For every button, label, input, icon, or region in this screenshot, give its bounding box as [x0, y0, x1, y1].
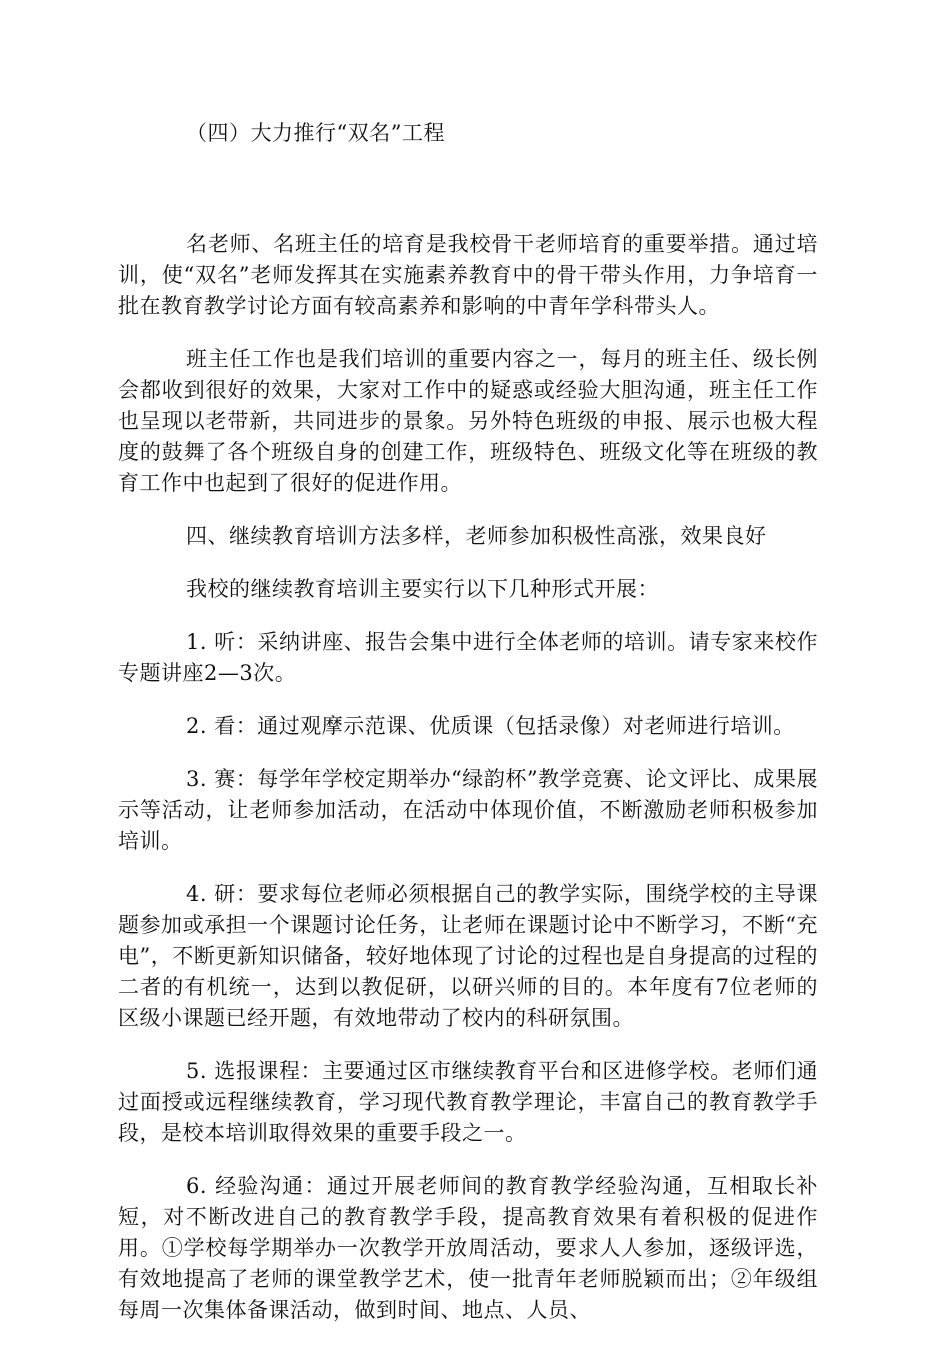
document-body: [118, 118, 818, 1348]
paragraph-item-compete: 3. 赛：每学年学校定期举办“绿韵杯”教学竞赛、论文评比、成果展示等活动，让老师参加活动，在活动中体现价值，不断激励老师积极参加培训。: [118, 767, 818, 853]
paragraph-item-watch: 2. 看：通过观摩示范课、优质课（包括录像）对老师进行培训。: [186, 714, 795, 738]
paragraph-item-experience: 6. 经验沟通：通过开展老师间的教育教学经验沟通，互相取长补短，对不断改进自己的教育教学手段，提高教育效果有着积极的促进作用。①学校每学期举办一次教学开放周活动，要求人人参加，逐级评选，有效地提高了老师的课堂教学艺术，使一批青年老师脱颖而出；②年级组每周一次集体备课活动，做到时间、地点、人员、: [118, 1174, 818, 1322]
paragraph-item-research: 4. 研：要求每位老师必须根据自己的教学实际，围绕学校的主导课题参加或承担一个课题讨论任务，让老师在课题讨论中不断学习，不断“充电”，不断更新知识储备，较好地体现了讨论的过程也是自身提高的过程的二者的有机统一，达到以教促研，以研兴师的目的。本年度有7位老师的区级小课题已经开题，有效地带动了校内的科研氛围。: [118, 882, 818, 1030]
paragraph-class-teacher: 班主任工作也是我们培训的重要内容之一，每月的班主任、级长例会都收到很好的效果，大家对工作中的疑惑或经验大胆沟通，班主任工作也呈现以老带新，共同进步的景象。另外特色班级的申报、展示也极大程度的鼓舞了各个班级自身的创建工作，班级特色、班级文化等在班级的教育工作中也起到了很好的促进作用。: [118, 347, 818, 495]
paragraph-item-courses: 5. 选报课程：主要通过区市继续教育平台和区进修学校。老师们通过面授或远程继续教育，学习现代教育教学理论，丰富自己的教育教学手段，是校本培训取得效果的重要手段之一。: [118, 1059, 818, 1145]
paragraph-item-listen: 1. 听：采纳讲座、报告会集中进行全体老师的培训。请专家来校作专题讲座2—3次。: [118, 630, 818, 685]
paragraph-section-four-title: 四、继续教育培训方法多样，老师参加积极性高涨，效果良好: [186, 524, 767, 548]
paragraph-double-famous: 名老师、名班主任的培育是我校骨干老师培育的重要举措。通过培训，使“双名”老师发挥其在实施素养教育中的骨干带头作用，力争培育一批在教育教学讨论方面有较高素养和影响的中青年学科带头人。: [118, 232, 818, 318]
paragraph-training-forms-intro: 我校的继续教育培训主要实行以下几种形式开展：: [186, 577, 659, 601]
section-heading: （四）大力推行“双名”工程: [186, 121, 445, 145]
